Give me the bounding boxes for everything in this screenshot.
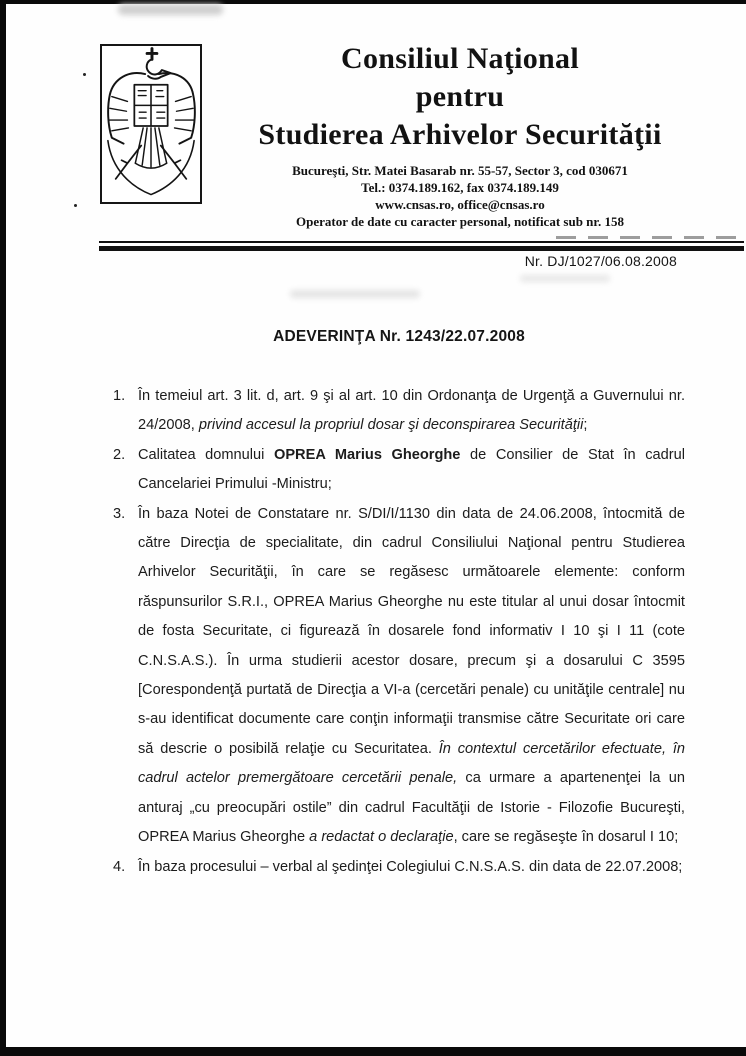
- item-text: [138, 859, 682, 875]
- item-number: 4.: [113, 858, 126, 875]
- text-run: de Consilier de Stat în cadrul Cancelariei Primului -Ministru;: [138, 446, 685, 493]
- text-run: În temeiul art. 3 lit. d, art. 9 şi al art. 10 din Ordonanţa de Urgenţă a Guvernului nr. 24/2008,: [138, 388, 685, 434]
- text-run: ca urmare a apartenenţei la un anturaj „cu preocupări ostile” din cadrul Facultăţii de Istorie - Filozofie Bucureşti, OPREA Marius Gheorghe: [138, 770, 685, 846]
- text-run: În baza Notei de Constatare nr. S/DI/I/1130 din data de 24.06.2008, întocmită de către Direcţia de specialitate, din cadrul Consiliului Naţional pentru Studierea Arhivelor Securităţii, în care se regăsesc următoarele elemente: conform răspunsurilor S.R.I., OPREA Marius Gheorghe nu este titular al unui dosar întocmit de fosta Securitate, ci figurează în dosarele fond informativ I 10 şi I 11 (cote C.N.S.A.S.). În urma studierii acestor dosare, precum şi a dosarului C 3595 [Corespondenţă purtată de Direcţia a VI-a (cercetări penale) cu unităţile centrale] nu s-au identificat documente care conţin informaţii transmise către Securitate ori care să descrie o posibilă relaţie cu Securitatea.: [138, 505, 685, 757]
- item-text: [138, 447, 685, 492]
- scan-smudge: [290, 290, 420, 298]
- text-run: , care se regăseşte în dosarul I 10;: [453, 829, 679, 846]
- registration-number: Nr. DJ/1027/06.08.2008: [524, 253, 677, 269]
- item-number: 3.: [113, 505, 126, 522]
- text-run: În baza procesului – verbal al şedinţei Colegiului C.N.S.A.S. din data de 22.07.2008;: [138, 858, 683, 875]
- address-line-web: www.cnsas.ro, office@cnsas.ro: [375, 197, 545, 212]
- text-run: privind accesul la propriul dosar şi deconspirarea Securităţii: [198, 417, 584, 434]
- document-title: ADEVERINŢA Nr. 1243/22.07.2008: [273, 328, 525, 345]
- address-line-phone: Tel.: 0374.189.162, fax 0374.189.149: [361, 180, 559, 195]
- scan-speck: [83, 73, 86, 76]
- org-name-line-2: pentru: [415, 80, 505, 113]
- list-item: [113, 500, 685, 853]
- org-name-line-3: Studierea Arhivelor Securităţii: [258, 118, 662, 151]
- list-item: [113, 441, 685, 500]
- text-run: Calitatea domnului: [138, 446, 274, 463]
- text-run: a redactat o declaraţie: [309, 829, 454, 846]
- address-line-operator: Operator de date cu caracter personal, notificat sub nr. 158: [296, 214, 624, 229]
- item-text: [138, 388, 685, 433]
- list-item: [113, 382, 685, 441]
- scan-border-left: [0, 0, 6, 1056]
- document-body: [113, 382, 685, 882]
- list-item: [113, 853, 685, 882]
- text-run: OPREA Marius Gheorghe: [273, 446, 461, 463]
- item-text: [138, 506, 685, 845]
- scan-border-bottom: [0, 1047, 746, 1056]
- org-address: [205, 162, 715, 230]
- text-run: ;: [583, 417, 588, 434]
- org-name-line-1: Consiliul Naţional: [341, 42, 579, 75]
- separator-rule-thick: [99, 246, 744, 251]
- romanian-eagle-icon: [102, 46, 200, 202]
- item-number: 1.: [113, 388, 126, 404]
- scan-border-top: [0, 0, 746, 4]
- separator-rule-thin: [99, 241, 744, 243]
- letterhead: [205, 40, 715, 230]
- text-run: În contextul cercetărilor efectuate, în cadrul actelor premergătoare cercetării penale,: [138, 740, 685, 787]
- scan-speck: [74, 204, 77, 207]
- scan-smudge: [118, 4, 223, 15]
- item-number: 2.: [113, 446, 126, 463]
- address-line-street: Bucureşti, Str. Matei Basarab nr. 55-57, Sector 3, cod 030671: [292, 163, 628, 178]
- coat-of-arms: [100, 44, 202, 204]
- scan-smudge: [520, 275, 610, 282]
- scan-rule-artifact: [556, 236, 742, 239]
